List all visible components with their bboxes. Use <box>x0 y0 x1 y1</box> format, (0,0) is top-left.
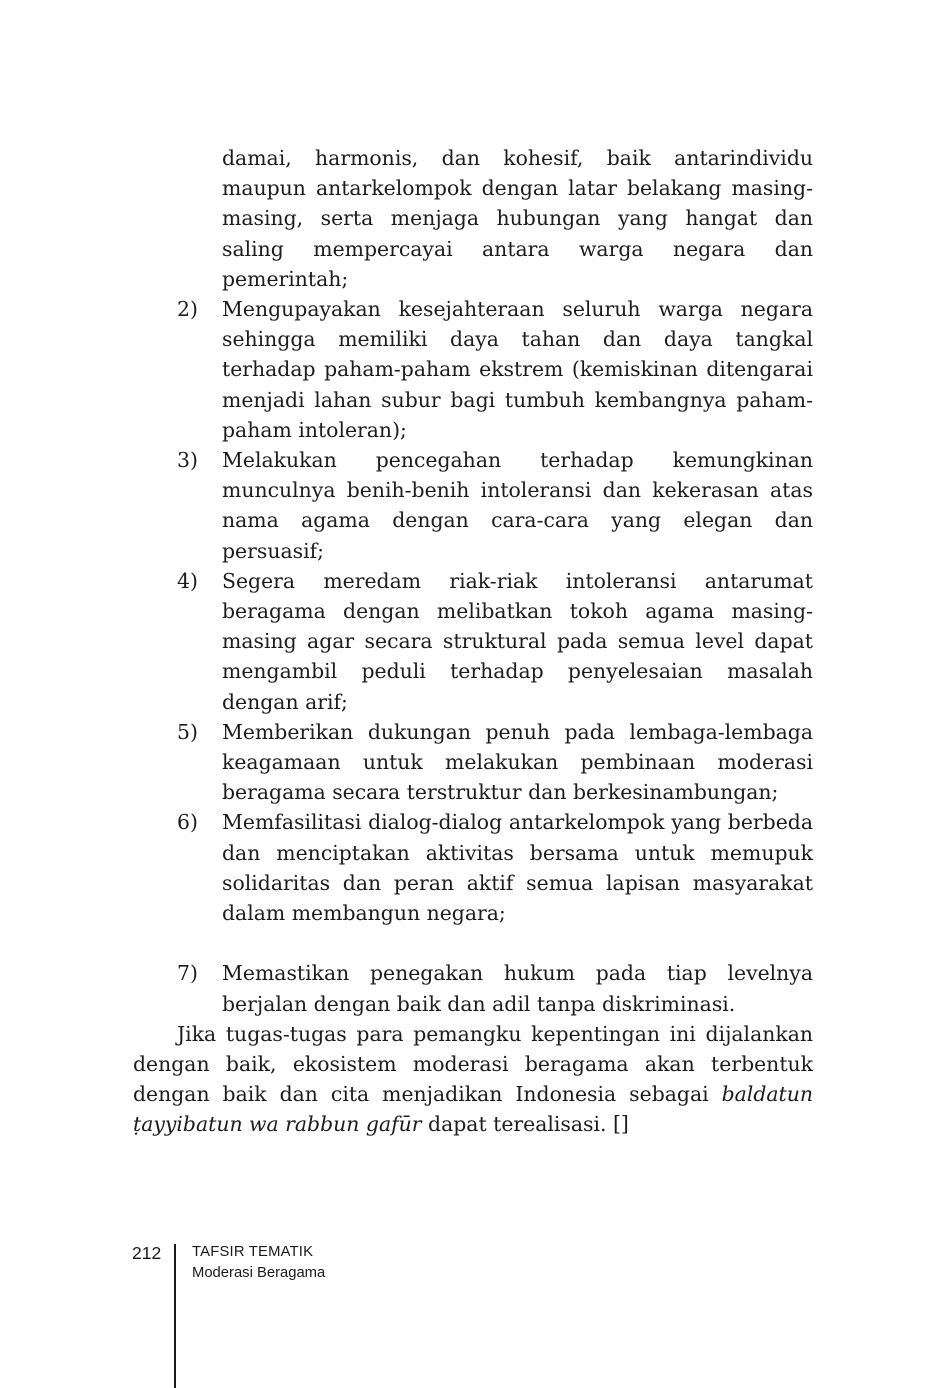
book-title: TAFSIR TEMATIK <box>192 1244 314 1260</box>
page-number: 212 <box>132 1243 162 1263</box>
list-item-number: 5) <box>177 719 198 744</box>
list-item-text: Melakukan pencegahan terhadap kemungkinan munculnya benih-benih intoleransi dan kekerasan atas nama agama dengan cara-cara yang elegan dan persuasif; <box>222 448 813 563</box>
list-item-number: 3) <box>177 448 198 473</box>
list-item-number: 7) <box>177 961 198 986</box>
closing-paragraph-italic-phrase: baldatun ṭayyibatun wa rabbun gafūr <box>133 1082 813 1137</box>
closing-paragraph-text: Jika tugas-tugas para pemangku kepentingan ini dijalankan dengan baik, ekosistem moderasi beragama akan terbentuk dengan baik dan cita menjadikan Indonesia sebagai <box>133 1021 813 1107</box>
book-subtitle: Moderasi Beragama <box>192 1265 326 1281</box>
list-item-text: Memfasilitasi dialog-dialog antarkelompok yang berbeda dan menciptakan aktivitas bersama untuk memupuk solidaritas dan peran aktif semua lapisan masyarakat dalam membangun negara; <box>222 810 813 926</box>
list-item-text: Memastikan penegakan hukum pada tiap levelnya berjalan dengan baik dan adil tanpa diskriminasi. <box>222 961 813 1016</box>
list-item-number: 4) <box>177 568 198 593</box>
list-item-text: Segera meredam riak-riak intoleransi antarumat beragama dengan melibatkan tokoh agama masing-masing agar secara struktural pada semua level dapat mengambil peduli terhadap penyelesaian masalah dengan arif; <box>222 568 813 714</box>
closing-paragraph-ending: dapat terealisasi. [] <box>421 1112 629 1137</box>
footer-divider <box>174 1244 176 1388</box>
list-item-number: 2) <box>177 297 198 322</box>
list-item-number: 6) <box>177 810 198 835</box>
list-item-text: damai, harmonis, dan kohesif, baik antarindividu maupun antarkelompok dengan latar belakang masing-masing, serta menjaga hubungan yang hangat dan saling mempercayai antara warga negara dan pemerintah; <box>222 146 813 291</box>
list-item-text: Mengupayakan kesejahteraan seluruh warga negara sehingga memiliki daya tahan dan daya tangkal terhadap paham-paham ekstrem (kemiskinan ditengarai menjadi lahan subur bagi tumbuh kembangnya paham-paham intoleran); <box>222 297 813 442</box>
list-item-text: Memberikan dukungan penuh pada lembaga-lembaga keagamaan untuk melakukan pembinaan moderasi beragama secara terstruktur dan berkesinambungan; <box>222 719 813 805</box>
